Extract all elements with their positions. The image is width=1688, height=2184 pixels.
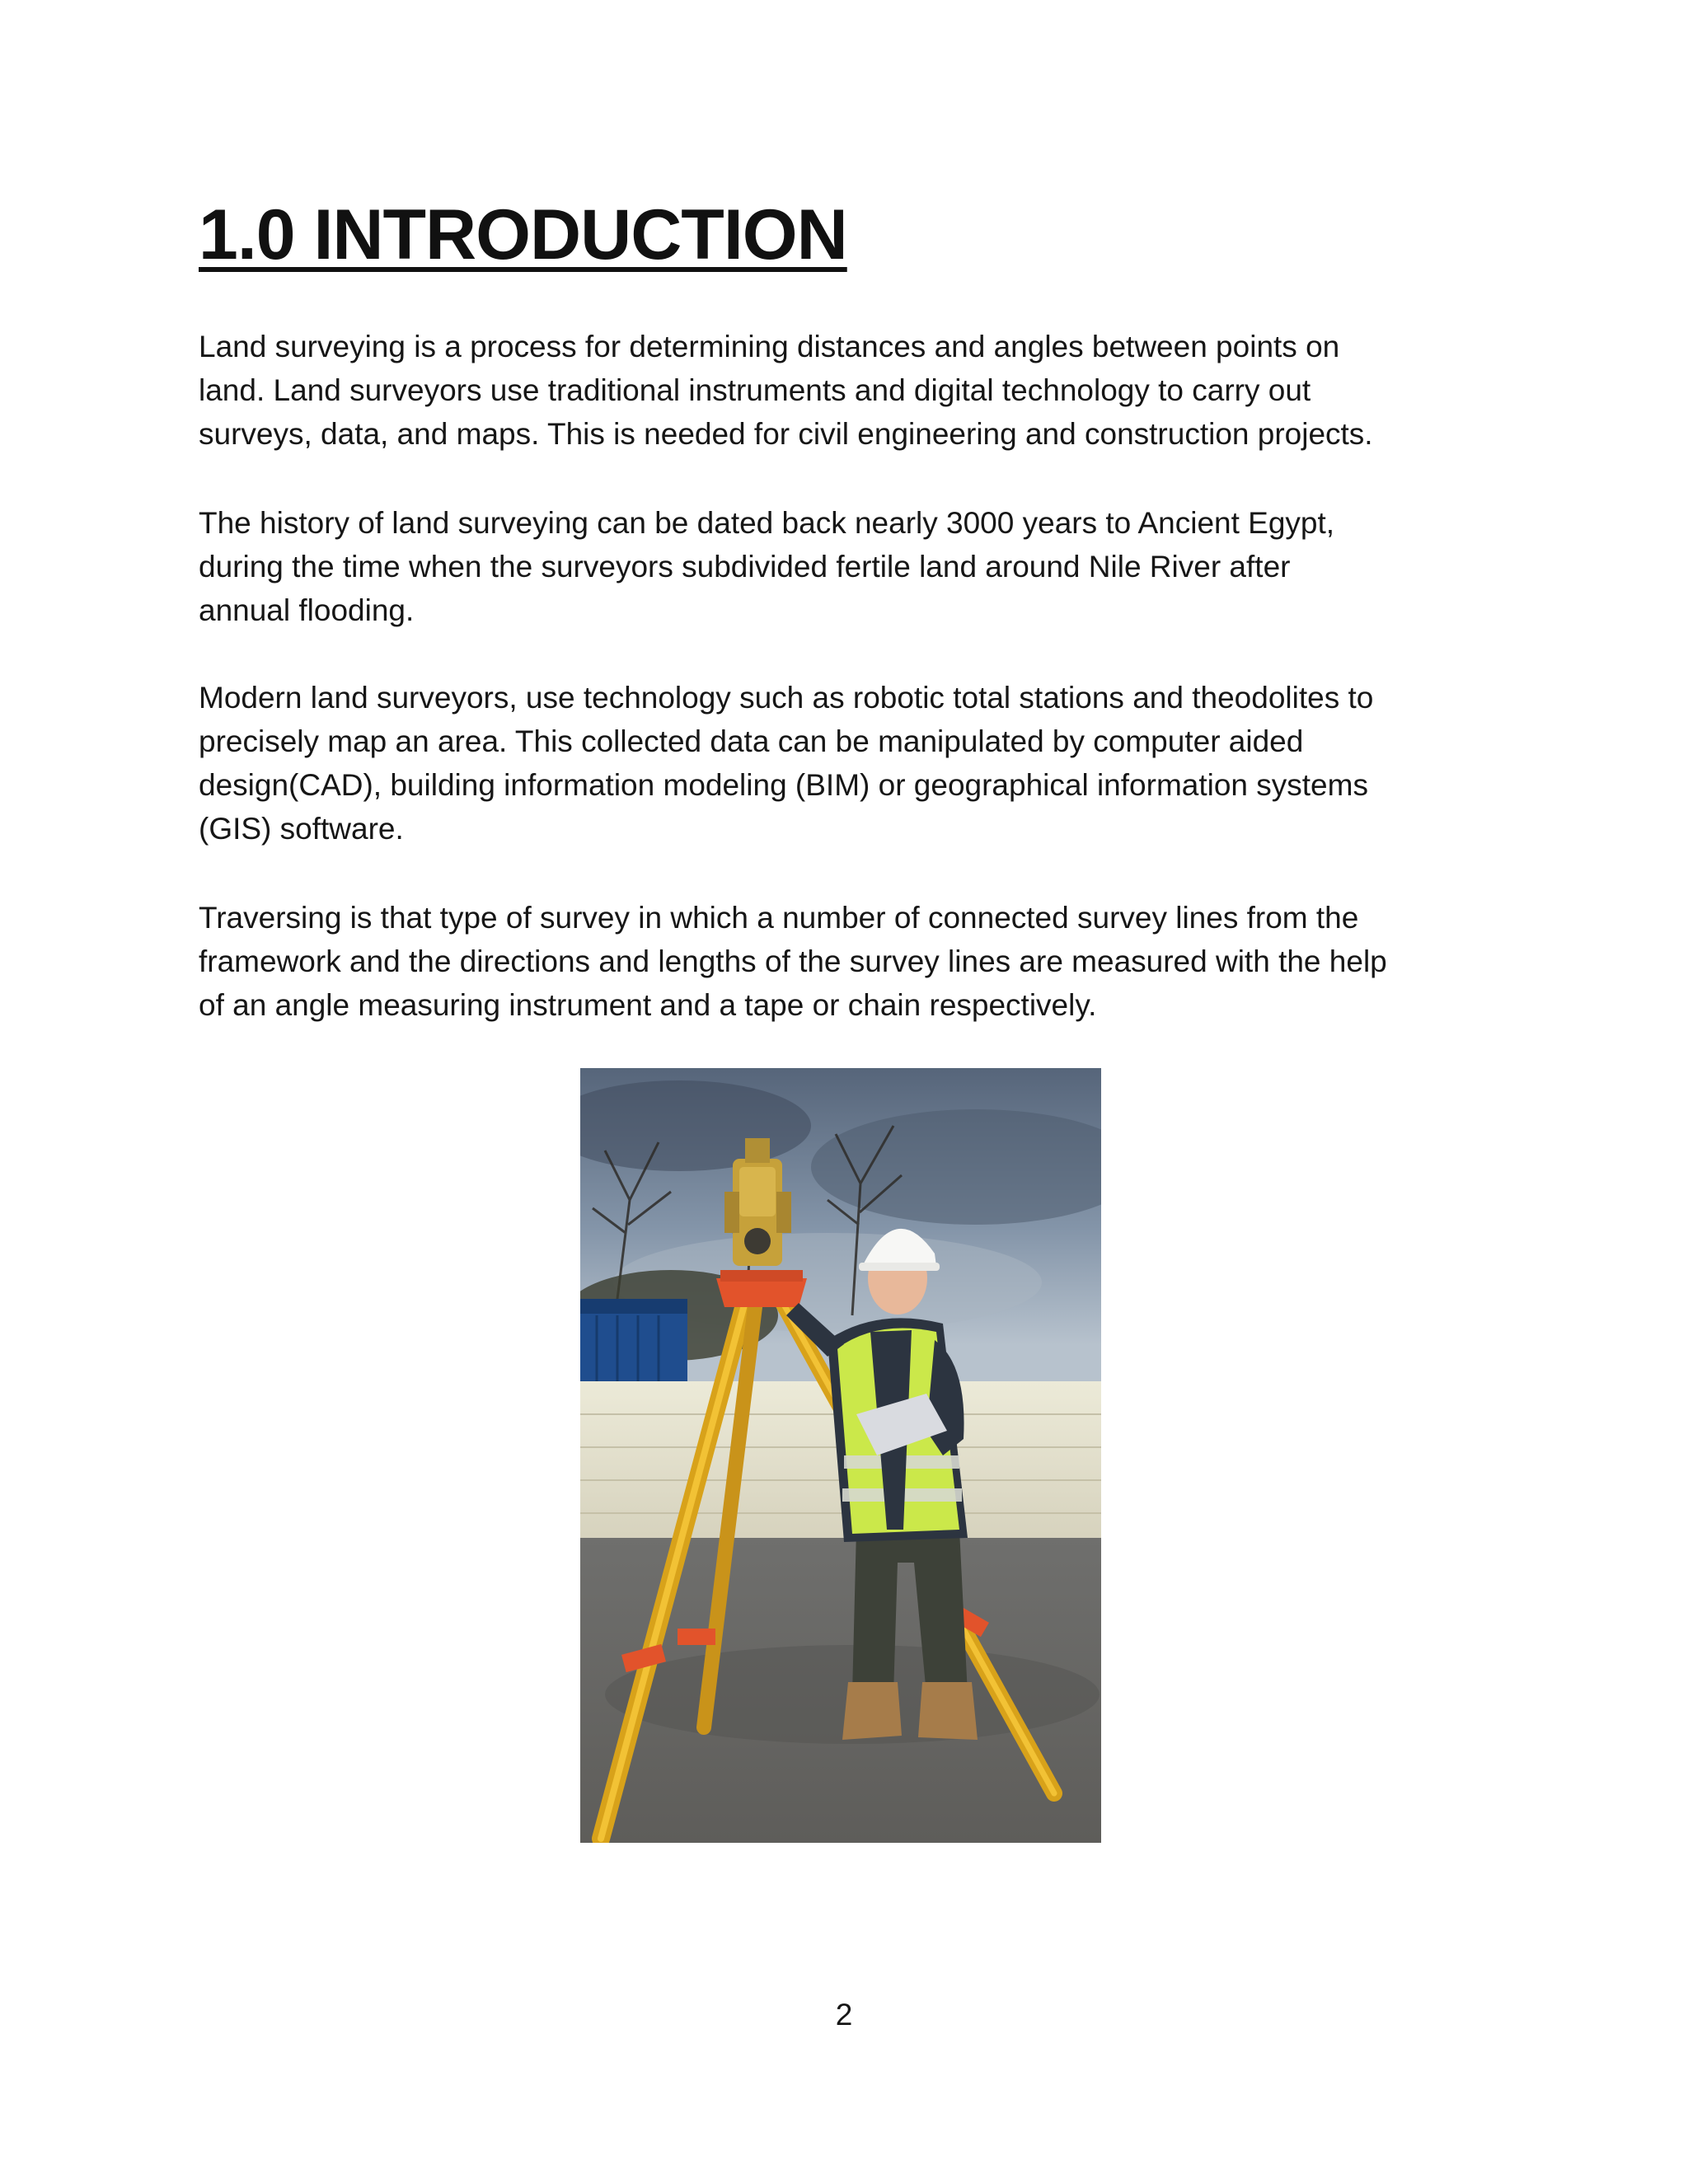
paragraph-line: surveys, data, and maps. This is needed for civil engineering and construction projects. [199,417,1373,451]
paragraph-line: during the time when the surveyors subdivided fertile land around Nile River after [199,550,1291,583]
paragraph-line: of an angle measuring instrument and a tape or chain respectively. [199,988,1097,1022]
paragraph-line: Traversing is that type of survey in which a number of connected survey lines from the [199,901,1359,935]
paragraph-land-surveying [199,325,1501,456]
surveyor-photo [580,1068,1101,1843]
paragraph-modern-surveyors [199,676,1501,851]
paragraph-line: design(CAD), building information modeling (BIM) or geographical information systems [199,768,1368,802]
paragraph-line: The history of land surveying can be dated back nearly 3000 years to Ancient Egypt, [199,506,1335,540]
paragraph-line: annual flooding. [199,593,415,627]
paragraph-line: framework and the directions and lengths of the survey lines are measured with the help [199,944,1387,978]
paragraph-line: land. Land surveyors use traditional instruments and digital technology to carry out [199,373,1311,407]
paragraph-traversing [199,896,1501,1027]
paragraph-history [199,501,1501,632]
paragraph-line: (GIS) software. [199,812,404,846]
paragraph-line: Modern land surveyors, use technology such as robotic total stations and theodolites to [199,681,1374,715]
paragraph-line: Land surveying is a process for determining distances and angles between points on [199,330,1340,363]
page-number: 2 [835,1998,853,2032]
section-heading: 1.0 INTRODUCTION [199,195,847,274]
paragraph-line: precisely map an area. This collected data can be manipulated by computer aided [199,724,1304,758]
